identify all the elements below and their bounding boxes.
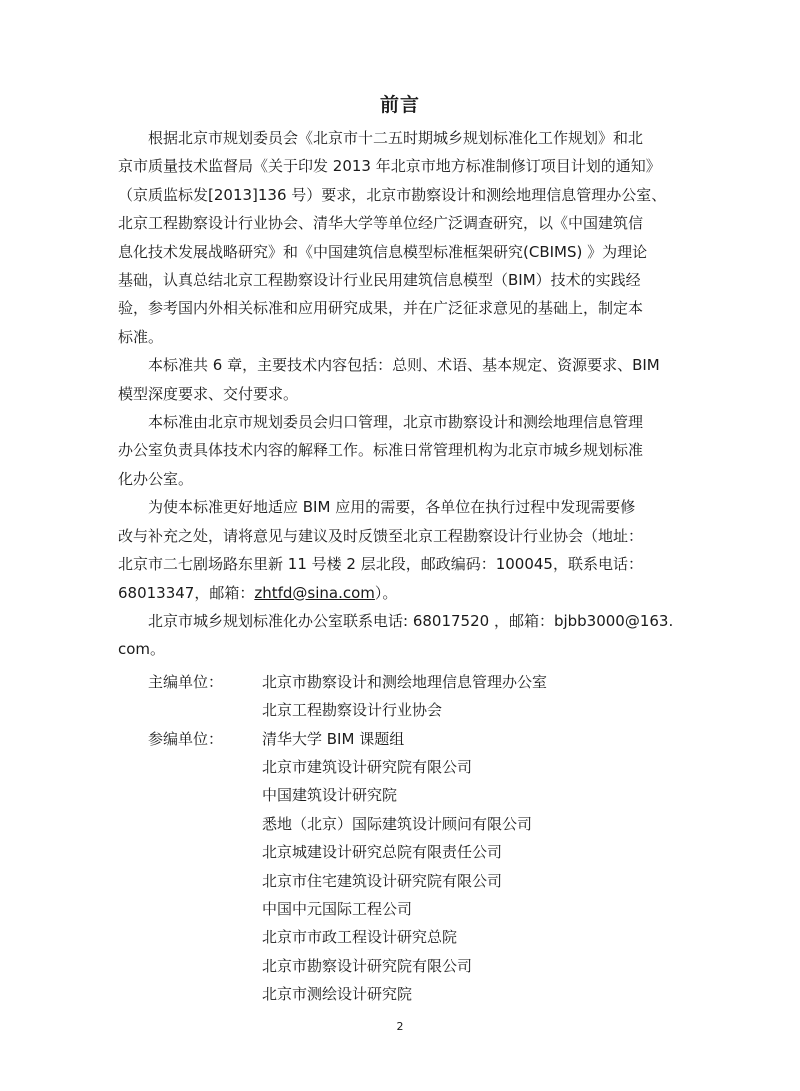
text-line: 本标准由北京市规划委员会归口管理，北京市勘察设计和测绘地理信息管理 [148, 413, 644, 432]
text-line: 北京工程勘察设计行业协会、清华大学等单位经广泛调查研究，以《中国建筑信 [118, 214, 644, 233]
document-body [118, 124, 684, 1009]
org-name: 北京市建筑设计研究院有限公司 [262, 757, 473, 776]
participant-row [118, 923, 684, 951]
text-line: 根据北京市规划委员会《北京市十二五时期城乡规划标准化工作规划》和北 [148, 129, 644, 147]
organization-list [118, 668, 684, 1009]
text-line: 改与补充之处，请将意见与建议及时反馈至北京工程勘察设计行业协会（地址： [118, 526, 644, 545]
text-line: （京质监标发[2013]136 号）要求，北京市勘察设计和测绘地理信息管理办公室、 [118, 185, 667, 204]
text-line: 北京市二七剧场路东里新 11 号楼 2 层北段，邮政编码：100045，联系电话： [118, 555, 643, 574]
participant-row [118, 781, 684, 809]
participant-row [118, 952, 684, 980]
participant-row [118, 810, 684, 838]
text-line: 息化技术发展战略研究》和《中国建筑信息模型标准框架研究(CBIMS) 》为理论 [118, 242, 648, 261]
org-name: 悉地（北京）国际建筑设计顾问有限公司 [262, 814, 533, 833]
participant-row [118, 867, 684, 895]
text-line: 北京市城乡规划标准化办公室联系电话: 68017520 ，邮箱：bjbb3000@163. [148, 611, 674, 630]
org-name: 北京市勘察设计研究院有限公司 [262, 956, 473, 975]
participant-row [118, 980, 684, 1008]
paragraph-management [118, 408, 684, 493]
text-line: 标准。 [118, 327, 164, 346]
text-line: 验，参考国内外相关标准和应用研究成果，并在广泛征求意见的基础上，制定本 [118, 299, 644, 318]
org-name: 北京市测绘设计研究院 [262, 985, 413, 1004]
text-line: 本标准共 6 章，主要技术内容包括：总则、术语、基本规定、资源要求、BIM [148, 356, 660, 375]
contact-phone: 68013347，邮箱： [118, 583, 255, 602]
org-name: 北京市勘察设计和测绘地理信息管理办公室 [262, 672, 548, 691]
org-name: 北京市住宅建筑设计研究院有限公司 [262, 871, 503, 890]
text-line: 化办公室。 [118, 469, 194, 488]
participant-row [118, 895, 684, 923]
paragraph-feedback [118, 493, 684, 607]
text-line: 为使本标准更好地适应 BIM 应用的需要，各单位在执行过程中发现需要修 [148, 498, 636, 517]
org-name: 中国中元国际工程公司 [262, 899, 413, 918]
chief-editor-row [118, 696, 684, 724]
text-line: com。 [118, 640, 166, 659]
paragraph-contents [118, 351, 684, 408]
org-name: 北京城建设计研究总院有限责任公司 [262, 843, 503, 862]
page-number: 2 [396, 1020, 404, 1033]
contact-line [118, 579, 684, 607]
text-line: 基础，认真总结北京工程勘察设计行业民用建筑信息模型（BIM）技术的实践经 [118, 271, 641, 290]
chief-editor-label: 主编单位： [148, 672, 224, 691]
text-line: 模型深度要求、交付要求。 [118, 384, 299, 403]
page-title: 前言 [379, 94, 420, 116]
email-link[interactable]: zhtfd@sina.com [254, 583, 375, 602]
participants-label: 参编单位： [148, 729, 224, 748]
contact-suffix: ）。 [374, 583, 398, 602]
org-name: 北京市市政工程设计研究总院 [262, 928, 458, 947]
participant-row [118, 753, 684, 781]
chief-editor-row [118, 668, 684, 696]
org-name: 清华大学 BIM 课题组 [262, 729, 405, 748]
org-name: 北京工程勘察设计行业协会 [262, 701, 443, 720]
paragraph-background [118, 124, 684, 351]
participant-row [118, 838, 684, 866]
participant-row [118, 725, 684, 753]
text-line: 办公室负责具体技术内容的解释工作。标准日常管理机构为北京市城乡规划标准 [118, 441, 644, 460]
text-line: 京市质量技术监督局《关于印发 2013 年北京市地方标准制修订项目计划的通知》 [118, 157, 661, 176]
org-name: 中国建筑设计研究院 [262, 786, 398, 805]
paragraph-contact [118, 607, 684, 664]
